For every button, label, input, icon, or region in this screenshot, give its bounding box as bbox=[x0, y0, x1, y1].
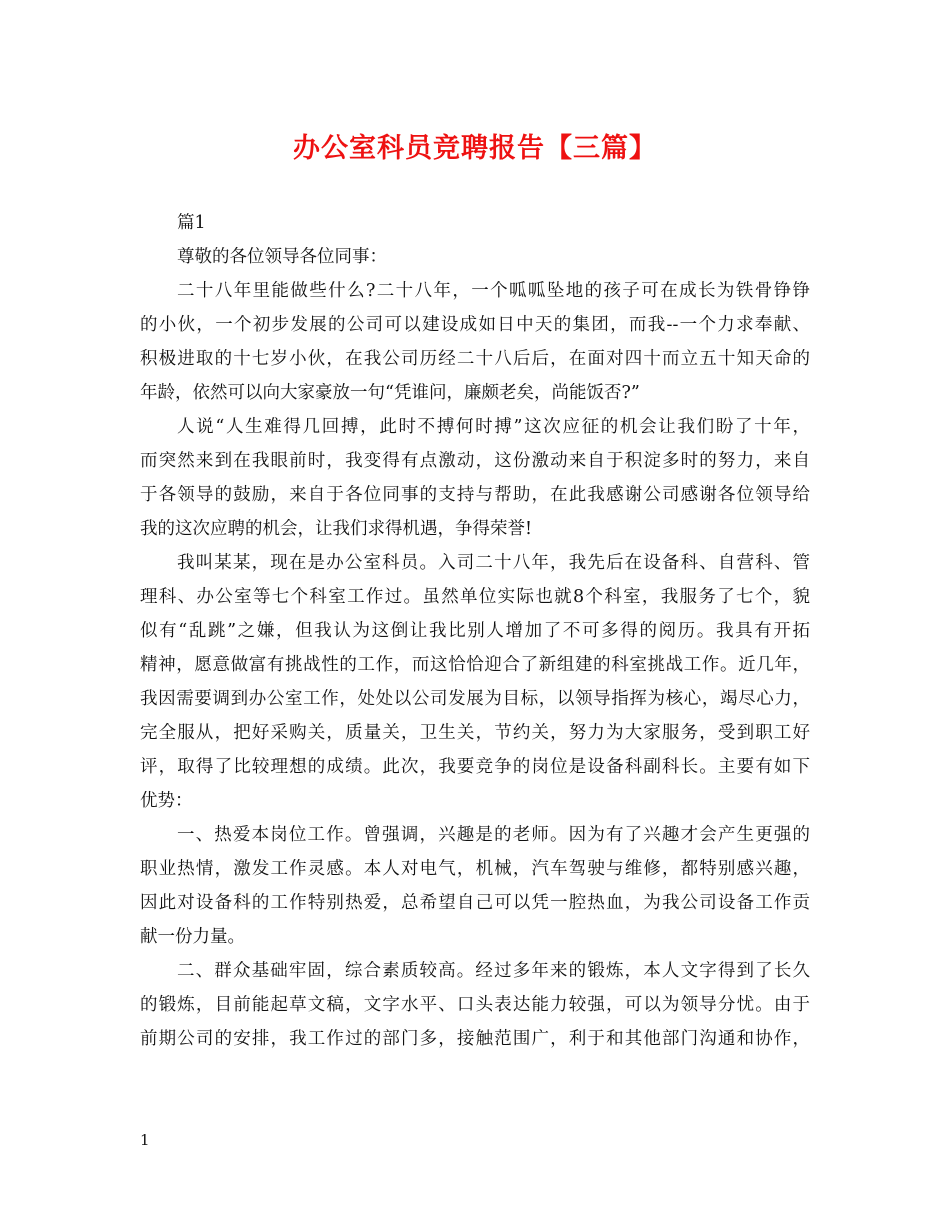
paragraph-line: 于各领导的鼓励，来自于各位同事的支持与帮助，在此我感谢公司感谢各位领导给 bbox=[140, 485, 810, 505]
paragraph-line: 的锻炼，目前能起草文稿，文字水平、口头表达能力较强，可以为领导分忧。由于 bbox=[140, 995, 810, 1015]
document-body bbox=[140, 206, 810, 1056]
paragraph-line: 而突然来到在我眼前时，我变得有点激动，这份激动来自于积淀多时的努力，来自 bbox=[140, 451, 810, 471]
paragraph-line: 我的这次应聘的机会，让我们求得机遇，争得荣誉! bbox=[140, 519, 533, 539]
paragraph-line: 精神，愿意做富有挑战性的工作，而这恰恰迎合了新组建的科室挑战工作。近几年， bbox=[140, 655, 810, 675]
page-number: 1 bbox=[140, 1131, 150, 1149]
paragraph-line: 评，取得了比较理想的成绩。此次，我要竞争的岗位是设备科副科长。主要有如下 bbox=[140, 757, 810, 777]
paragraph-line: 我叫某某，现在是办公室科员。入司二十八年，我先后在设备科、自营科、管 bbox=[177, 553, 810, 573]
paragraph-line: 优势： bbox=[140, 791, 193, 811]
paragraph-line: 理科、办公室等七个科室工作过。虽然单位实际也就8个科室，我服务了七个，貌 bbox=[140, 587, 810, 607]
paragraph-line: 献一份力量。 bbox=[140, 927, 245, 947]
paragraph-line: 二十八年里能做些什么?二十八年，一个呱呱坠地的孩子可在成长为铁骨铮铮 bbox=[177, 281, 810, 301]
paragraph-line: 人说“人生难得几回搏，此时不搏何时搏”这次应征的机会让我们盼了十年， bbox=[177, 417, 810, 437]
document-title: 办公室科员竞聘报告【三篇】 bbox=[293, 133, 657, 164]
paragraph-line: 年龄，依然可以向大家豪放一句“凭谁问，廉颇老矣，尚能饭否?” bbox=[140, 383, 640, 403]
paragraph-line: 前期公司的安排，我工作过的部门多，接触范围广，利于和其他部门沟通和协作， bbox=[140, 1029, 810, 1049]
paragraph-line: 一、热爱本岗位工作。曾强调，兴趣是的老师。因为有了兴趣才会产生更强的 bbox=[177, 825, 810, 845]
paragraph-line: 似有“乱跳”之嫌，但我认为这倒让我比别人增加了不可多得的阅历。我具有开拓 bbox=[140, 621, 810, 641]
paragraph-line: 完全服从，把好采购关，质量关，卫生关，节约关，努力为大家服务，受到职工好 bbox=[140, 723, 810, 743]
paragraph-line: 积极进取的十七岁小伙，在我公司历经二十八后后，在面对四十而立五十知天命的 bbox=[140, 349, 810, 369]
paragraph-line: 二、群众基础牢固，综合素质较高。经过多年来的锻炼，本人文字得到了长久 bbox=[177, 961, 810, 981]
paragraph-line: 我因需要调到办公室工作，处处以公司发展为目标，以领导指挥为核心，竭尽心力， bbox=[140, 689, 810, 709]
salutation: 尊敬的各位领导各位同事： bbox=[177, 247, 387, 267]
section-heading: 篇1 bbox=[177, 213, 206, 233]
paragraph-line: 的小伙，一个初步发展的公司可以建设成如日中天的集团，而我--一个力求奉献、 bbox=[140, 315, 810, 335]
paragraph-line: 因此对设备科的工作特别热爱，总希望自己可以凭一腔热血，为我公司设备工作贡 bbox=[140, 893, 810, 913]
paragraph-line: 职业热情，激发工作灵感。本人对电气，机械，汽车驾驶与维修，都特别感兴趣， bbox=[140, 859, 810, 879]
